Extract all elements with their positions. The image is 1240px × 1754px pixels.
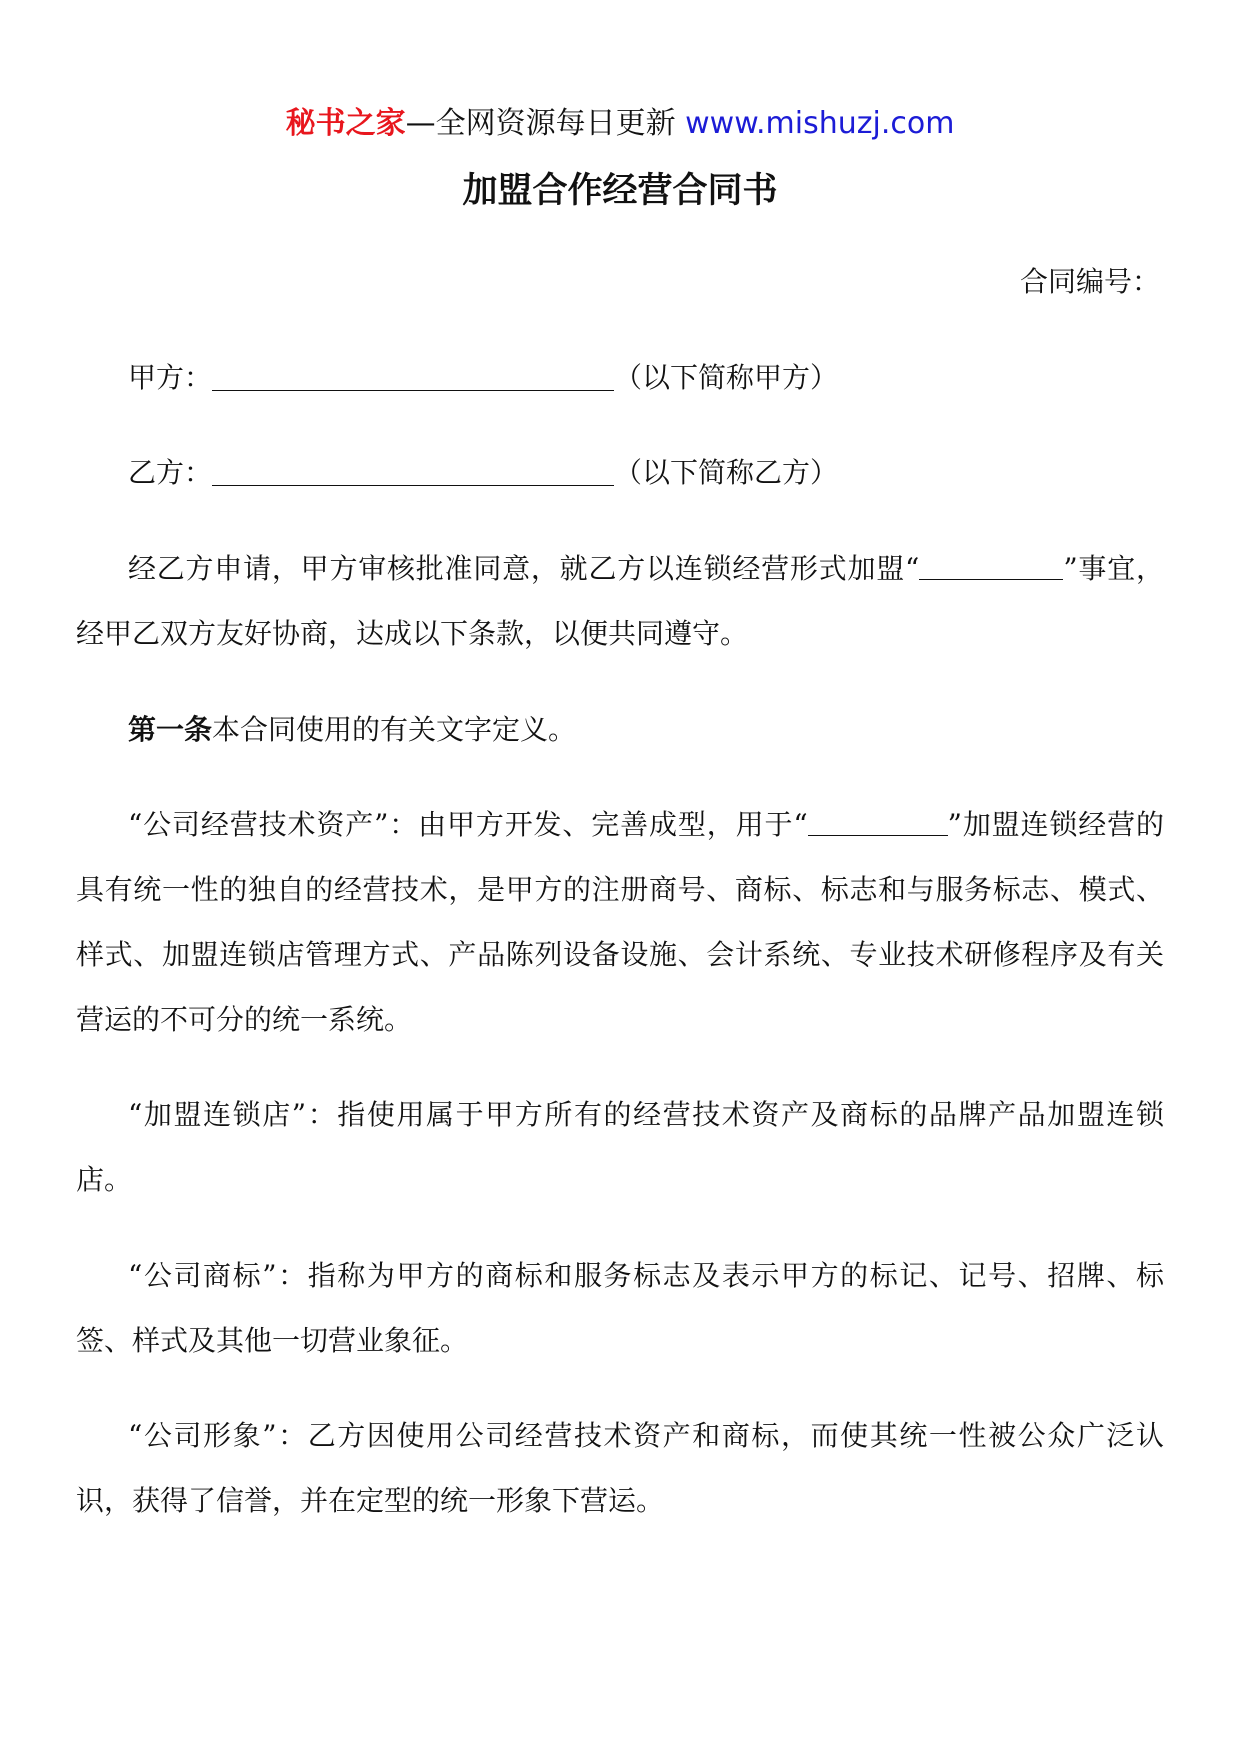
party-b-blank xyxy=(212,457,614,486)
party-a-label: 甲方： xyxy=(128,361,213,394)
definition-franchise-store: “加盟连锁店”：指使用属于甲方所有的经营技术资产及商标的品牌产品加盟连锁店。 xyxy=(76,1098,1164,1196)
party-b-label: 乙方： xyxy=(128,456,213,489)
contract-number-label: 合同编号： xyxy=(1019,265,1160,298)
intro-text-start: 经乙方申请，甲方审核批准同意，就乙方以连锁经营形式加盟“ xyxy=(128,552,920,585)
site-banner xyxy=(0,100,1240,148)
article-1-heading: 第一条 xyxy=(128,713,213,746)
intro-text-end: ”事宜，经甲乙双方友好协商，达成以下条款，以便共同遵守。 xyxy=(76,552,1164,650)
definition-1-start: “公司经营技术资产”：由甲方开发、完善成型，用于“ xyxy=(128,808,808,841)
intro-paragraph xyxy=(76,536,1164,666)
definition-company-image: “公司形象”：乙方因使用公司经营技术资产和商标，而使其统一性被公众广泛认识，获得了信誉，并在定型的统一形象下营运。 xyxy=(76,1419,1164,1517)
party-a-suffix: （以下简称甲方） xyxy=(614,361,839,394)
party-b-line xyxy=(128,453,838,493)
document-title: 加盟合作经营合同书 xyxy=(462,171,778,211)
definition-company-trademark: “公司商标”：指称为甲方的商标和服务标志及表示甲方的标记、记号、招牌、标签、样式及其他一切营业象征。 xyxy=(76,1259,1164,1357)
party-a-blank xyxy=(212,362,614,391)
definition-business-assets xyxy=(76,792,1164,1052)
franchise-name-blank xyxy=(808,809,948,836)
banner-brand: 秘书之家 xyxy=(285,106,406,141)
article-1-text: 本合同使用的有关文字定义。 xyxy=(212,713,577,746)
banner-slogan: —全网资源每日更新 xyxy=(405,106,676,141)
definition-1-end: ”加盟连锁经营的具有统一性的独自的经营技术，是甲方的注册商号、商标、标志和与服务标志、模式、样式、加盟连锁店管理方式、产品陈列设备设施、会计系统、专业技术研修程序及有关营运的不可分的统一系统。 xyxy=(76,808,1164,1036)
banner-url-link[interactable]: www.mishuzj.com xyxy=(685,106,955,141)
brand-name-blank xyxy=(919,553,1045,580)
party-b-suffix: （以下简称乙方） xyxy=(614,456,839,489)
party-a-line xyxy=(128,358,838,398)
article-1-paragraph xyxy=(76,697,1164,762)
brand-name-blank-continued xyxy=(1045,553,1063,580)
